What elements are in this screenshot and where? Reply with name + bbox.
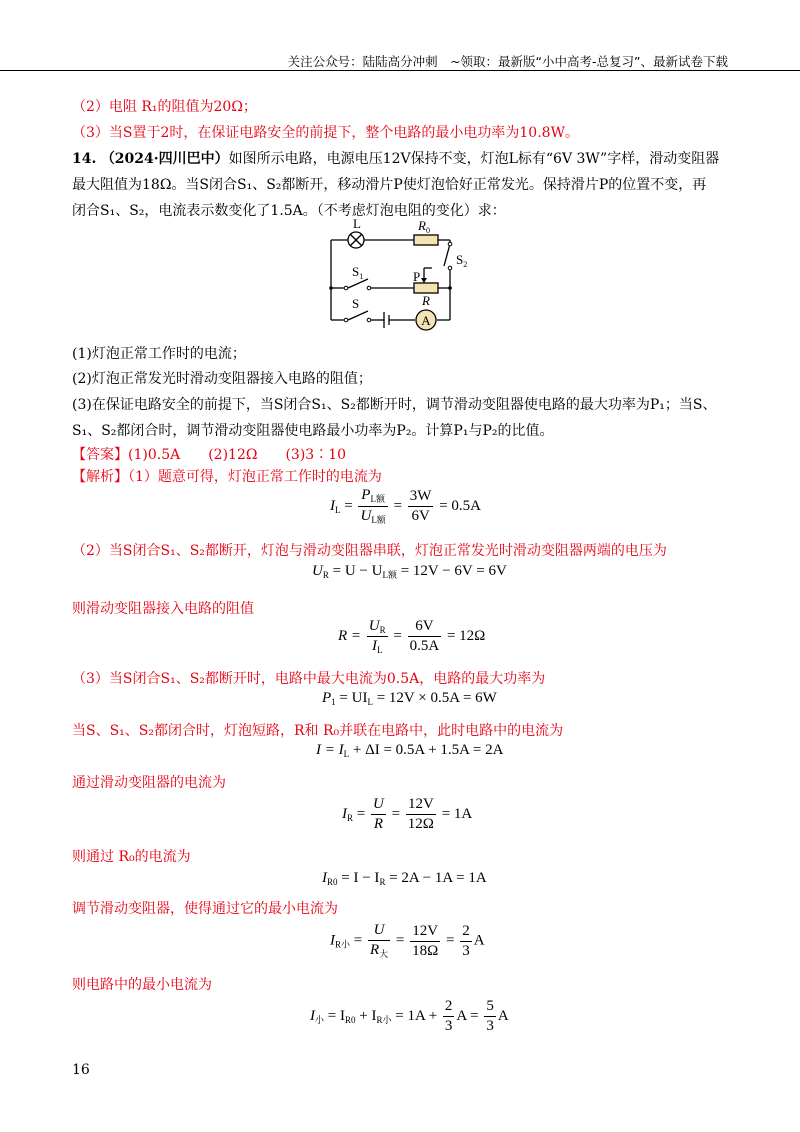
circuit-diagram	[318, 218, 470, 334]
sub-question-1: (1)灯泡正常工作时的电流；	[72, 346, 246, 362]
question-number: 14.	[72, 151, 97, 167]
question-line-1-text: 如图所示电路，电源电压12V保持不变，灯泡L标有“6V 3W”字样，滑动变阻器	[228, 151, 720, 167]
analysis-line-1: 【解析】（1）题意可得，灯泡正常工作时的电流为	[72, 469, 382, 485]
analysis-line-2: （2）当S闭合S₁、S₂都断开，灯泡与滑动变阻器串联，灯泡正常发光时滑动变阻器两端的电压为	[72, 543, 667, 559]
answer-label: 【答案】	[72, 447, 128, 463]
rheostat-r	[414, 283, 438, 293]
lamp-label: L	[353, 218, 361, 231]
analysis-line-3: 则滑动变阻器接入电路的阻值	[72, 601, 254, 617]
equation-5: $I = I_L + \Delta I = 0.5A + 1.5A = 2A$	[316, 742, 504, 759]
s-label: S	[352, 296, 360, 311]
resistor-r0	[414, 235, 438, 245]
slider-arrow-icon	[421, 278, 427, 283]
sub-question-3-line-2: S₁、S₂都闭合时，调节滑动变阻器使电路最小功率为P₂。计算P₁与P₂的比值。	[72, 423, 554, 439]
equation-3: R = $\frac{U_R}{I_L}$ = $\frac{6V}{0.5A}$ = 12Ω	[338, 618, 486, 655]
prev-answer-line-3: （3）当S置于2时，在保证电路安全的前提下，整个电路的最小电功率为10.8W。	[72, 125, 579, 141]
r-label: R	[422, 293, 430, 308]
header-text: 关注公众号：陆陆高分冲刺 ~领取：最新版“小中高考-总复习”、最新试卷下载	[287, 54, 728, 69]
analysis-line-7: 则通过 R₀的电流为	[72, 849, 191, 865]
question-line-2: 最大阻值为18Ω。当S闭合S₁、S₂都断开，移动滑片P使灯泡恰好正常发光。保持滑片P的位置不变，再	[72, 177, 707, 193]
analysis-line-8: 调节滑动变阻器，使得通过它的最小电流为	[72, 901, 338, 917]
page-number: 16	[72, 1062, 90, 1078]
ammeter-icon	[416, 310, 436, 330]
analysis-line-5: 当S、S₁、S₂都闭合时，灯泡短路，R和 R₀并联在电路中，此时电路中的电流为	[72, 723, 564, 739]
equation-2: $U_R = U - U_{L额} = 12V - 6V = 6V$	[312, 563, 507, 580]
question-source: （2024·四川巴中）	[100, 151, 229, 167]
analysis-line-4: （3）当S闭合S₁、S₂都断开时，电路中最大电流为0.5A，电路的最大功率为	[72, 671, 546, 687]
question-line-3: 闭合S₁、S₂，电流表示数变化了1.5A。（不考虑灯泡电阻的变化）求：	[72, 203, 506, 219]
equation-6: $I_R$ = $\frac{U}{R}$ = $\frac{12V}{12\Omega}$ = 1A	[342, 796, 473, 832]
r0-label: $R_0$	[418, 218, 430, 235]
s2-label: $S_2$	[456, 252, 468, 269]
sub-question-2: (2)灯泡正常发光时滑动变阻器接入电路的阻值；	[72, 371, 372, 387]
equation-7: $I_{R0} = I - I_R = 2A - 1A = 1A$	[322, 870, 487, 887]
analysis-line-6: 通过滑动变阻器的电流为	[72, 775, 226, 791]
analysis-line-9: 则电路中的最小电流为	[72, 977, 212, 993]
answer-text: (1)0.5A (2)12Ω (3)3∶10	[128, 447, 347, 463]
question-line-1	[72, 148, 719, 168]
prev-answer-line-2: （2）电阻 R₁的阻值为20Ω；	[72, 99, 257, 115]
equation-4: $P_1 = UI_L = 12V \times 0.5A = 6W$	[322, 690, 497, 707]
lamp-icon	[348, 232, 364, 248]
answer-line	[72, 444, 346, 464]
analysis-label: 【解析】	[72, 469, 128, 485]
equation-8: $I_{R小}$ = $\frac{U}{R_大}$ = $\frac{12V}{18\Omega}$ = $\frac{2}{3}$ A	[330, 922, 485, 959]
ammeter-label: A	[421, 313, 431, 328]
equation-1: $I_L$ = $\frac{P_{L额}}{U_{L额}}$ = $\frac{3W}{6V}$ = 0.5A	[330, 487, 481, 525]
page-header	[0, 40, 800, 71]
sub-question-3-line-1: (3)在保证电路安全的前提下，当S闭合S₁、S₂都断开时，调节滑动变阻器使电路的最大功率为P₁；当S、	[72, 397, 717, 413]
equation-9: $I_小 = I_{R0} + I_{R小} = 1A$ + $\frac{2}{3}$ A = $\frac{5}{3}$ A	[310, 998, 509, 1034]
s1-label: $S_1$	[352, 264, 364, 281]
slider-p-label: P	[413, 269, 421, 284]
